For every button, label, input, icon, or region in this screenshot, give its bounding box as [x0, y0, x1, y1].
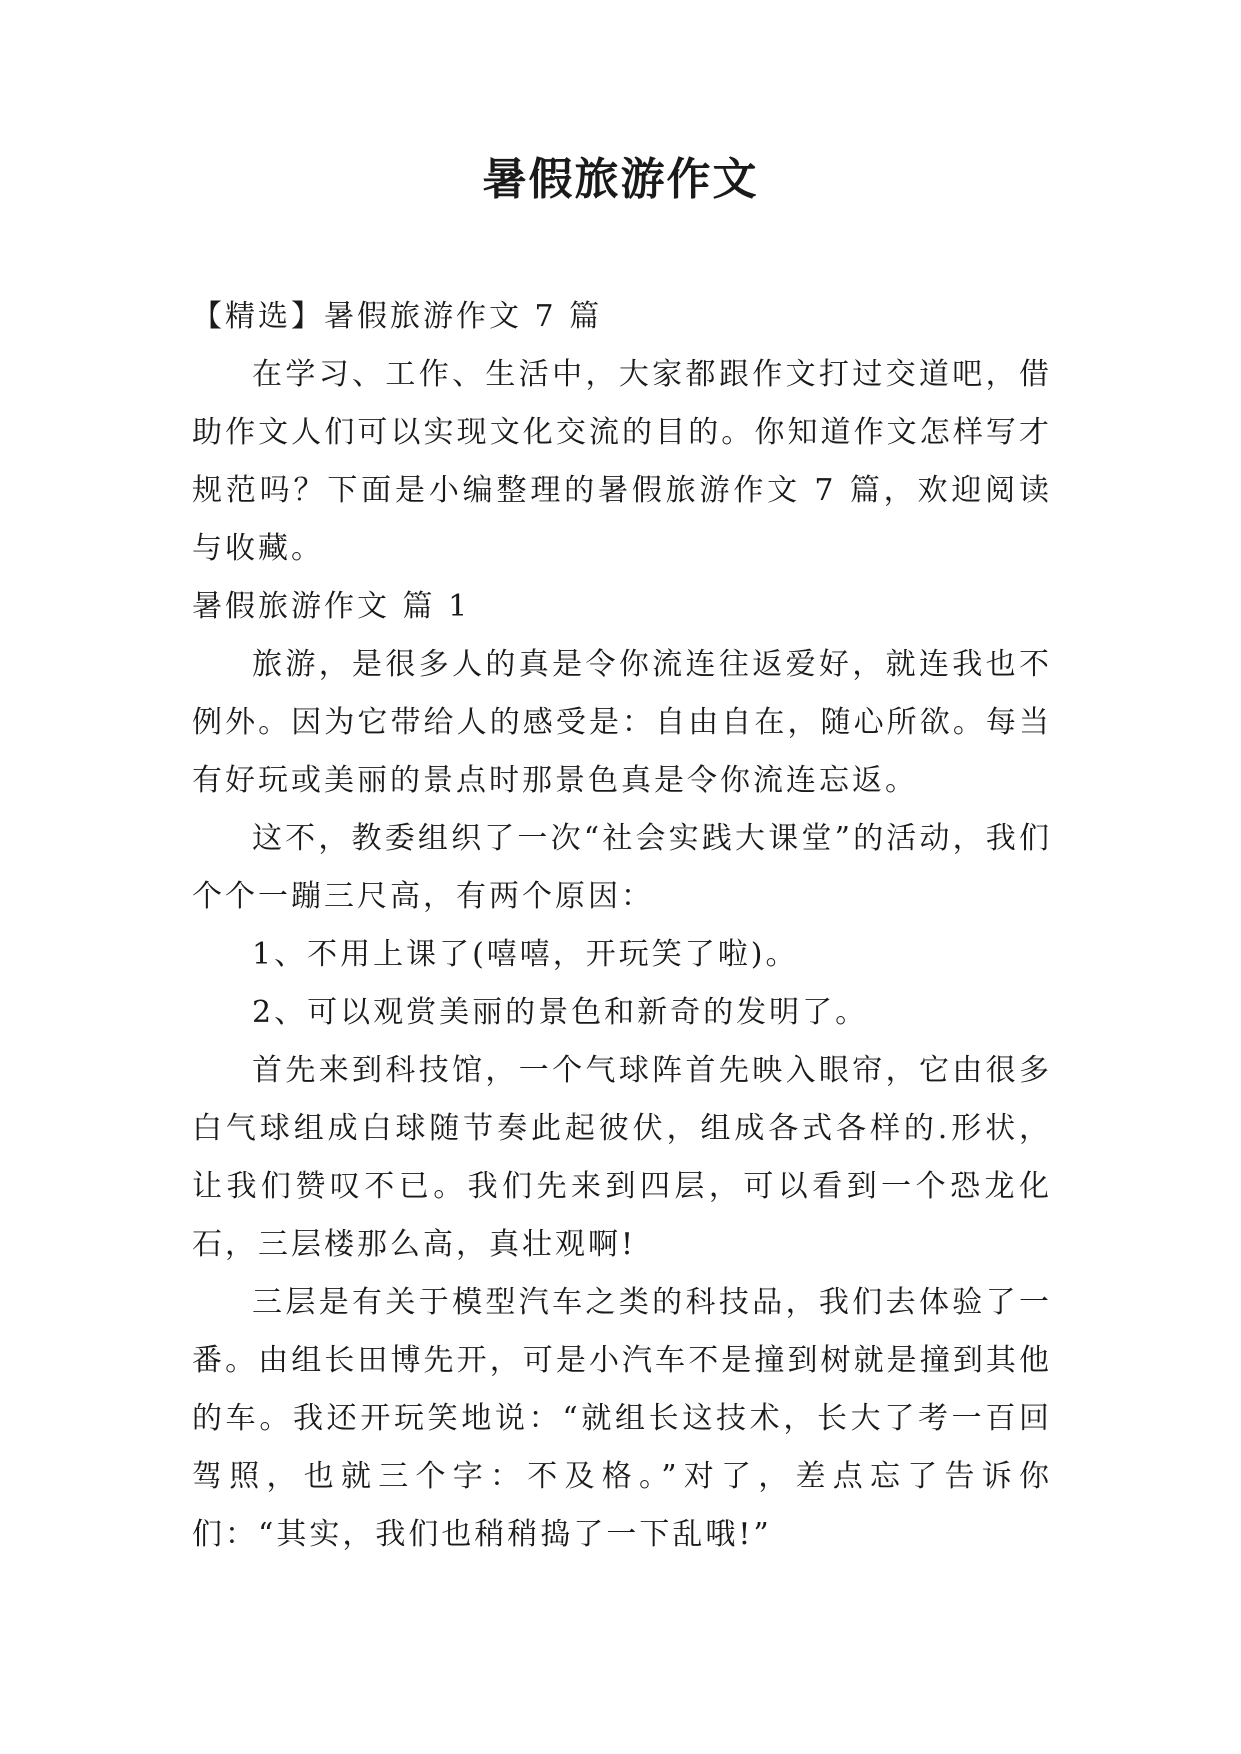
document-subtitle: 【精选】暑假旅游作文 7 篇: [192, 299, 603, 334]
body-paragraph: 首先来到科技馆，一个气球阵首先映入眼帘，它由很多白气球组成白球随节奏此起彼伏，组成各式各样的.形状，让我们赞叹不已。我们先来到四层，可以看到一个恐龙化石，三层楼那么高，真壮观啊!: [192, 1053, 1052, 1262]
document-title: 暑假旅游作文: [482, 154, 759, 205]
list-item: 1、不用上课了(嘻嘻，开玩笑了啦)。: [252, 937, 799, 972]
intro-paragraph: 在学习、工作、生活中，大家都跟作文打过交道吧，借助作文人们可以实现文化交流的目的。你知道作文怎样写才规范吗？下面是小编整理的暑假旅游作文 7 篇，欢迎阅读与收藏。: [192, 357, 1052, 566]
body-paragraph: 三层是有关于模型汽车之类的科技品，我们去体验了一番。由组长田博先开，可是小汽车不是撞到树就是撞到其他的车。我还开玩笑地说：“就组长这技术，长大了考一百回驾照，也就三个字：不及格。”对了，差点忘了告诉你们：“其实，我们也稍稍捣了一下乱哦!”: [192, 1285, 1052, 1552]
list-item: 2、可以观赏美丽的景色和新奇的发明了。: [252, 995, 869, 1030]
body-paragraph: 旅游，是很多人的真是令你流连往返爱好，就连我也不例外。因为它带给人的感受是：自由自在，随心所欲。每当有好玩或美丽的景点时那景色真是令你流连忘返。: [192, 647, 1052, 798]
section-heading: 暑假旅游作文 篇 1: [192, 589, 471, 624]
body-paragraph: 这不，教委组织了一次“社会实践大课堂”的活动，我们个个一蹦三尺高，有两个原因：: [192, 821, 1052, 914]
document-body: [192, 288, 1052, 1564]
